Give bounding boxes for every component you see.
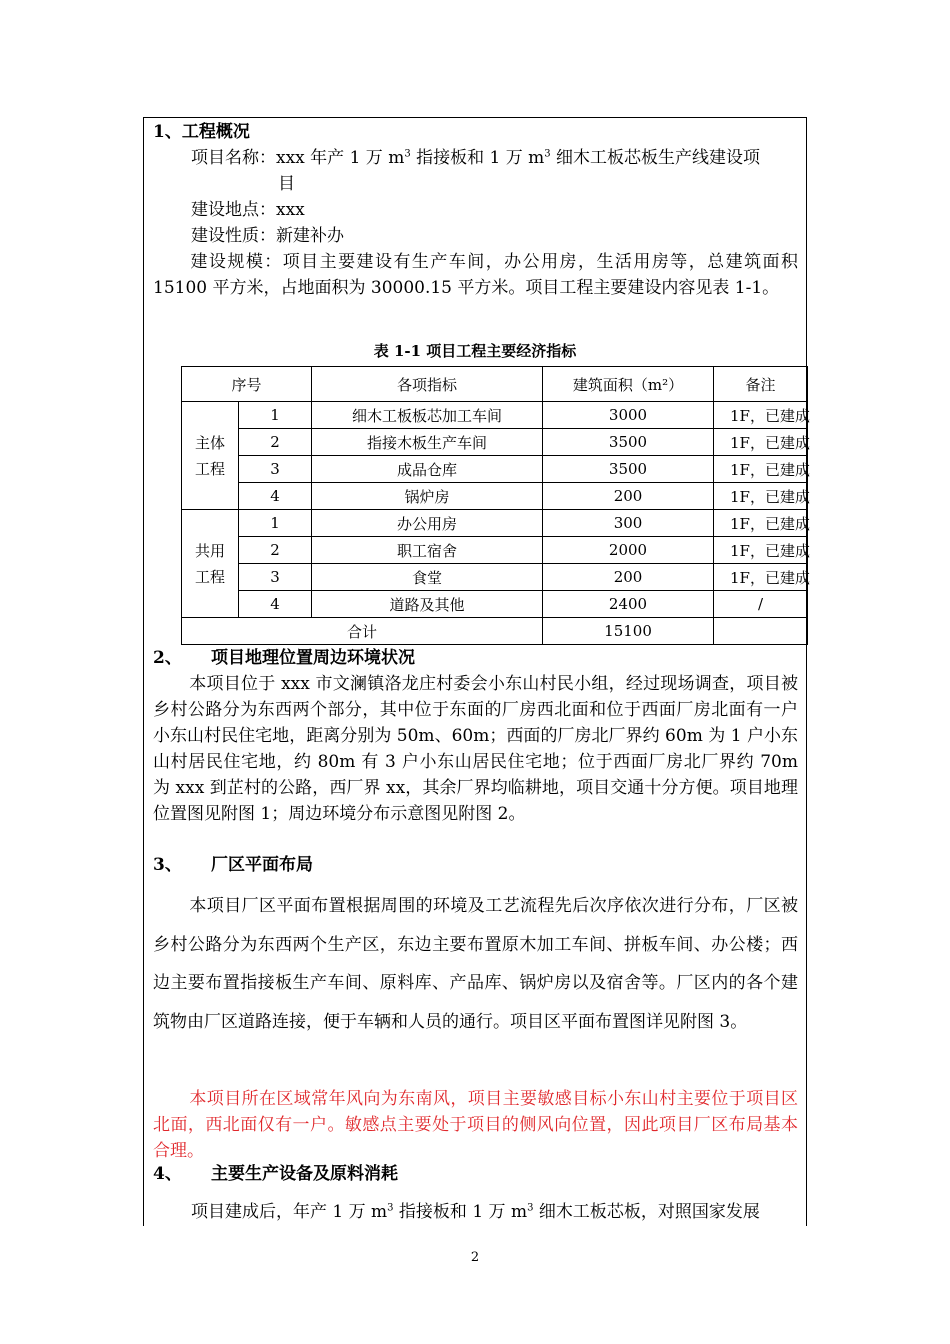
row-note: 1F，已建成 — [714, 456, 808, 483]
section3-red-text: 本项目所在区域常年风向为东南风，项目主要敏感目标小东山村主要位于项目区北面，西北面仅有一户。敏感点主要处于项目的侧风向位置，因此项目厂区布局基本合理。 — [153, 1089, 798, 1161]
section2-paragraph — [153, 671, 798, 827]
section4-text-a: 项目建成后，年产 1 万 m — [191, 1202, 388, 1222]
row-item: 食堂 — [312, 564, 543, 591]
row-note: 1F，已建成 — [714, 510, 808, 537]
superscript-3: 3 — [404, 148, 411, 160]
superscript-3: 3 — [387, 1202, 394, 1214]
project-name-line — [191, 146, 760, 170]
group-label-shared: 共用 工程 — [182, 510, 239, 618]
header-item: 各项指标 — [312, 367, 543, 402]
row-no: 2 — [239, 429, 312, 456]
table-row — [182, 429, 808, 456]
section4-heading — [153, 1162, 398, 1186]
row-item: 办公用房 — [312, 510, 543, 537]
construction-scale-paragraph — [153, 249, 798, 301]
row-item: 成品仓库 — [312, 456, 543, 483]
row-no: 3 — [239, 456, 312, 483]
project-name-part-c: 细木工板芯板生产线建设项 — [550, 148, 761, 168]
table-row — [182, 483, 808, 510]
project-name-part-b: 指接板和 1 万 m — [410, 148, 545, 168]
table-header-row — [182, 367, 808, 402]
row-area: 3500 — [543, 429, 714, 456]
row-note: 1F，已建成 — [714, 483, 808, 510]
row-area: 200 — [543, 564, 714, 591]
row-area: 2400 — [543, 591, 714, 618]
table-row — [182, 510, 808, 537]
section2-heading — [153, 646, 415, 670]
construction-scale-text: 建设规模：项目主要建设有生产车间，办公用房，生活用房等，总建筑面积 15100 平方米，占地面积为 30000.15 平方米。项目工程主要建设内容见表 1-1。 — [153, 252, 798, 298]
row-item: 锅炉房 — [312, 483, 543, 510]
section4-text-line — [191, 1200, 760, 1224]
superscript-3: 3 — [544, 148, 551, 160]
superscript-3: 3 — [527, 1202, 534, 1214]
row-note: 1F，已建成 — [714, 402, 808, 429]
header-area: 建筑面积（m²） — [543, 367, 714, 402]
section3-heading — [153, 853, 313, 877]
header-note: 备注 — [714, 367, 808, 402]
section4-number: 4、 — [153, 1164, 182, 1184]
row-note: 1F，已建成 — [714, 429, 808, 456]
total-area: 15100 — [543, 618, 714, 645]
section3-title: 厂区平面布局 — [211, 855, 313, 875]
row-area: 300 — [543, 510, 714, 537]
table-row — [182, 402, 808, 429]
table-row — [182, 591, 808, 618]
page-number: 2 — [470, 1250, 480, 1265]
row-area: 3500 — [543, 456, 714, 483]
section3-wind-paragraph — [153, 1086, 798, 1164]
row-no: 1 — [239, 510, 312, 537]
table-total-row — [182, 618, 808, 645]
section4-title: 主要生产设备及原料消耗 — [211, 1164, 398, 1184]
section2-number: 2、 — [153, 648, 182, 668]
section2-text: 本项目位于 xxx 市文澜镇洛龙庄村委会小东山村民小组，经过现场调查，项目被乡村公路分为东西两个部分，其中位于东面的厂房西北面和位于西面厂房北面有一户小东山村民住宅地，距离分别为 50m、60m；西面的厂房北厂界约 60m 为 1 户小东山村居民住宅地，约 80m 有 3 户小东山居民住宅地；位于西面厂房北厂界约 70m 为 xxx 到芷村的公路，西厂界 xx，其余厂界均临耕地，项目交通十分方便。项目地理位置图见附图 1；周边环境分布示意图见附图 2。 — [153, 674, 798, 824]
section3-paragraph — [153, 887, 798, 1041]
construction-location: 建设地点：xxx — [191, 200, 305, 220]
section2-title: 项目地理位置周边环境状况 — [211, 648, 415, 668]
table-row — [182, 564, 808, 591]
project-name-continuation: 目 — [278, 174, 295, 194]
row-no: 2 — [239, 537, 312, 564]
section4-text-c: 细木工板芯板，对照国家发展 — [533, 1202, 760, 1222]
row-note: 1F，已建成 — [714, 564, 808, 591]
construction-nature: 建设性质：新建补办 — [191, 226, 344, 246]
table-row — [182, 456, 808, 483]
section4-text-b: 指接板和 1 万 m — [393, 1202, 528, 1222]
row-area: 3000 — [543, 402, 714, 429]
section3-number: 3、 — [153, 855, 182, 875]
row-item: 道路及其他 — [312, 591, 543, 618]
total-note — [714, 618, 808, 645]
header-seq: 序号 — [182, 367, 312, 402]
section1-heading: 1、工程概况 — [153, 122, 250, 142]
total-label: 合计 — [182, 618, 543, 645]
group-label-main: 主体 工程 — [182, 402, 239, 510]
table-caption: 表 1-1 项目工程主要经济指标 — [373, 342, 577, 360]
row-item: 细木工板板芯加工车间 — [312, 402, 543, 429]
economic-indicators-table — [181, 366, 808, 645]
row-note: / — [714, 591, 808, 618]
row-no: 3 — [239, 564, 312, 591]
table-row — [182, 537, 808, 564]
row-no: 1 — [239, 402, 312, 429]
row-note: 1F，已建成 — [714, 537, 808, 564]
row-no: 4 — [239, 483, 312, 510]
row-item: 指接木板生产车间 — [312, 429, 543, 456]
section3-text: 本项目厂区平面布置根据周围的环境及工艺流程先后次序依次进行分布，厂区被乡村公路分为东西两个生产区，东边主要布置原木加工车间、拼板车间、办公楼；西边主要布置指接板生产车间、原料库、产品库、锅炉房以及宿舍等。厂区内的各个建筑物由厂区道路连接，便于车辆和人员的通行。项目区平面布置图详见附图 3。 — [153, 896, 798, 1032]
project-name-label: 项目名称： — [191, 148, 276, 168]
row-no: 4 — [239, 591, 312, 618]
project-name-part-a: xxx 年产 1 万 m — [276, 148, 405, 168]
row-item: 职工宿舍 — [312, 537, 543, 564]
row-area: 200 — [543, 483, 714, 510]
row-area: 2000 — [543, 537, 714, 564]
